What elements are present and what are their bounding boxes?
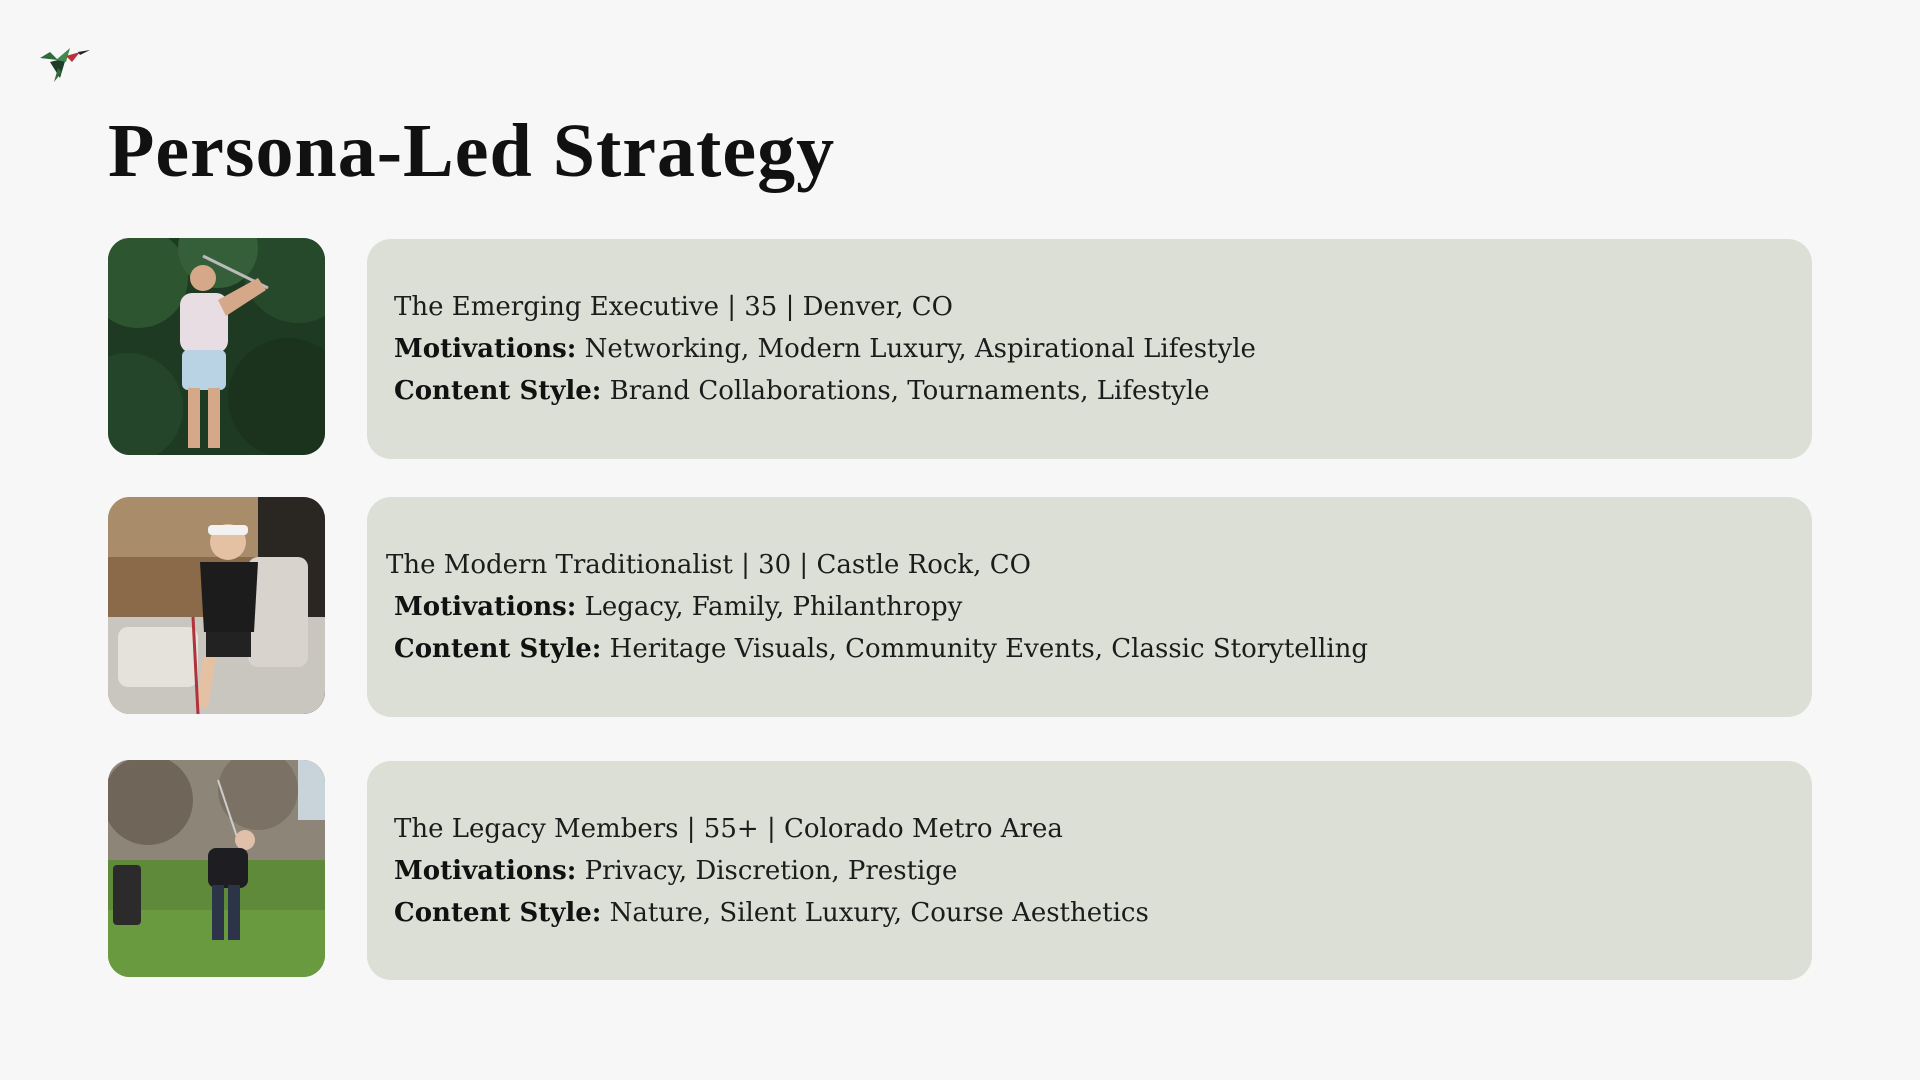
- content-style-label: Content Style:: [394, 634, 602, 664]
- persona-heading: The Emerging Executive | 35 | Denver, CO: [394, 292, 953, 322]
- senior-golfer-photo: [108, 760, 325, 977]
- content-style-value: Heritage Visuals, Community Events, Classic Storytelling: [609, 634, 1369, 664]
- persona-content-style: [394, 628, 1812, 670]
- persona-card-legacy-members: [367, 761, 1812, 980]
- content-style-value: Nature, Silent Luxury, Course Aesthetics: [609, 897, 1149, 928]
- motivations-label: Motivations:: [394, 855, 577, 886]
- content-style-label: Content Style:: [394, 376, 602, 406]
- persona-motivations: [394, 850, 1812, 892]
- content-style-label: Content Style:: [394, 897, 602, 928]
- motivations-value: Privacy, Discretion, Prestige: [584, 855, 958, 886]
- motivations-value: Networking, Modern Luxury, Aspirational Lifestyle: [584, 334, 1256, 364]
- persona-motivations: [394, 586, 1812, 628]
- persona-heading: The Legacy Members | 55+ | Colorado Metro Area: [394, 813, 1063, 844]
- persona-card-emerging-executive: [367, 239, 1812, 459]
- golfer-swing-photo: [108, 238, 325, 455]
- motivations-value: Legacy, Family, Philanthropy: [584, 592, 963, 622]
- persona-content-style: [394, 892, 1812, 934]
- persona-heading: The Modern Traditionalist | 30 | Castle Rock, CO: [386, 550, 1031, 580]
- content-style-value: Brand Collaborations, Tournaments, Lifestyle: [609, 376, 1210, 406]
- page-title: Persona-Led Strategy: [108, 109, 836, 193]
- persona-content-style: [394, 370, 1812, 412]
- motivations-label: Motivations:: [394, 592, 577, 622]
- golfer-in-cart-photo: [108, 497, 325, 714]
- persona-motivations: [394, 328, 1812, 370]
- hummingbird-logo-icon: [36, 38, 92, 84]
- persona-card-modern-traditionalist: [367, 497, 1812, 717]
- motivations-label: Motivations:: [394, 334, 577, 364]
